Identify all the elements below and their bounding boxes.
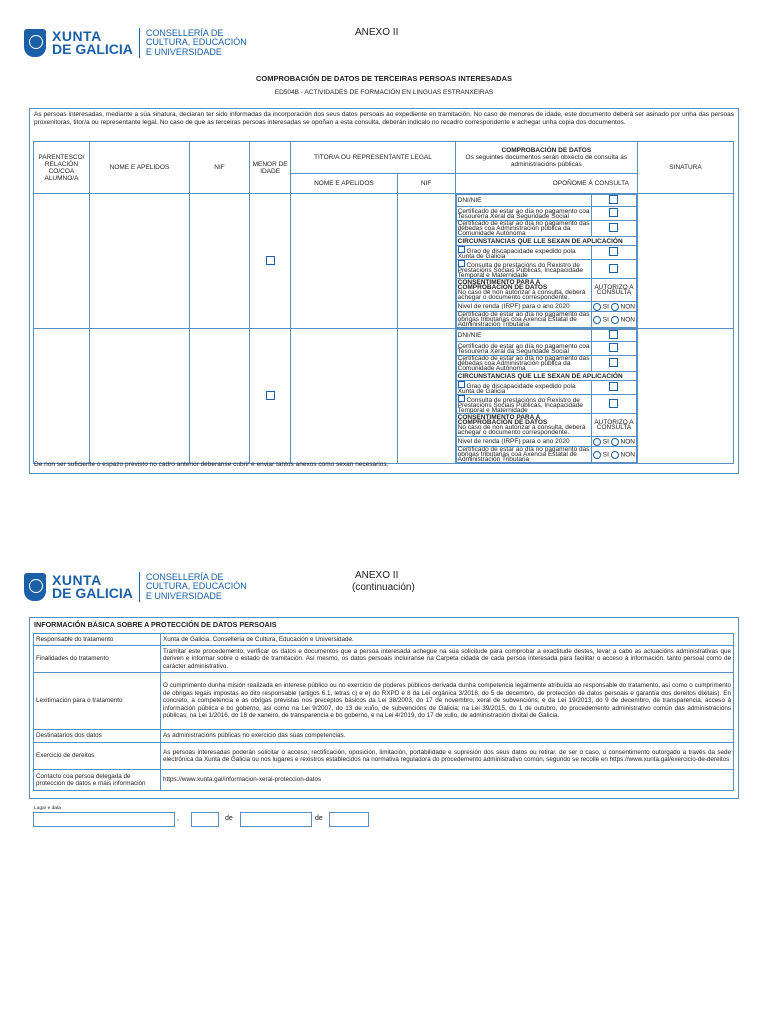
section-title: INFORMACIÓN BÁSICA SOBRE A PROTECCIÓN DE DATOS PERSOAIS: [34, 620, 277, 629]
si-radio[interactable]: [593, 451, 601, 459]
docs-cell-2: [455, 329, 637, 464]
nome-cell-2[interactable]: [89, 329, 189, 464]
table-row: [34, 673, 734, 730]
si-label: SI: [602, 438, 609, 446]
logo-line2: DE GALICIA: [52, 41, 133, 57]
doc-disc: Grao de discapacidade expedido pola Xunta de Galicia: [457, 383, 576, 395]
comma: ,: [177, 815, 179, 822]
form-subtitle: ED504B - ACTIVIDADES DE FORMACIÓN EN LINGUAS ESTRANXEIRAS: [274, 89, 494, 96]
consent-section: [29, 108, 739, 474]
menor-checkbox-1[interactable]: [266, 256, 275, 265]
dp-value: Tramitar este procedemento, verificar os datos e documentos que a persoa interesada achegue na súa solicitude para comprobar a exactitude destes, levar a cabo as actuacións administrativas que deriven e informar sobre o estado de tramitación. Así mesmo, os datos persoais incluiranse na Carpeta cidadá de cada persoa interesada para facilitar o acceso á información, tanto persoal como de carácter administrativo.: [161, 646, 734, 673]
doc-circ: CIRCUNSTANCIAS QUE LLE SEXAN DE APLICACIÓN: [456, 372, 636, 381]
parentesco-cell-1[interactable]: [34, 194, 90, 329]
doc-disc: Grao de discapacidade expedido pola Xunta de Galicia: [457, 248, 576, 260]
lugar-input[interactable]: [33, 812, 175, 827]
non-radio[interactable]: [611, 451, 619, 459]
anexo-title-2: ANEXO II: [355, 570, 399, 581]
non-label: NON: [620, 316, 635, 324]
consellaria-line3: E UNIVERSIDADE: [145, 590, 222, 601]
non-label: NON: [620, 438, 635, 446]
si-radio[interactable]: [593, 438, 601, 446]
autorizo-label: AUTORIZO A CONSULTA: [591, 279, 636, 302]
dp-value: As administracións públicas no exercicio das súas competencias.: [161, 730, 734, 743]
table-row: [34, 646, 734, 673]
col-oponhome: OPOÑOME Á CONSULTA: [455, 174, 637, 194]
sinatura-cell-1[interactable]: [638, 194, 734, 329]
doc-aeat: Certificado de estar ao día no pagamento das obrigas tributarias coa Axencia Estatal de Administración Tributaria: [457, 311, 590, 328]
doc-renda: Nivel de renda (IRPF) para o ano 2020: [456, 302, 591, 312]
col-parentesco: PARENTESCO/ RELACIÓN CO/COA ALUMNO/A: [34, 142, 90, 194]
dp-key: Contacto coa persoa delegada de protección de datos e máis información: [34, 770, 161, 791]
consellaria-line2: CULTURA, EDUCACIÓN: [145, 37, 247, 48]
doc-renda: Nivel de renda (IRPF) para o ano 2020: [456, 437, 591, 447]
galicia-crest-icon: [24, 29, 46, 57]
doc-ss: Certificado de estar ao día no pagamento coa Tesourería Xeral da Seguridade Social: [457, 207, 590, 220]
dp-key: Lexitimación para o tratamento: [34, 673, 161, 730]
consellaria-line1: CONSELLERÍA DE: [145, 571, 224, 582]
si-radio[interactable]: [593, 303, 601, 311]
dp-value: Xunta de Galicia. Consellería de Cultura, Educación e Universidade.: [161, 634, 734, 646]
doc-prest: Consulta de prestacións do Rexistro de Prestacións Sociais Públicas, Incapacidade Temporal e Maternidade: [457, 262, 584, 279]
doc-consent: CONSENTIMENTO PARA A COMPROBACIÓN DE DATOS: [457, 414, 548, 426]
data-protection-table: [33, 633, 734, 791]
doc-ca: Certificado de estar ao día no pagamento das débedas coa Administración pública da Comunidade Autónoma: [457, 355, 590, 372]
dp-key: Destinatarios dos datos: [34, 730, 161, 743]
xunta-logo: [24, 28, 247, 58]
oponhome-checkbox[interactable]: [609, 382, 618, 391]
consellaria-line1: CONSELLERÍA DE: [145, 27, 224, 38]
third-party-table: [33, 141, 734, 464]
oponhome-checkbox[interactable]: [609, 264, 618, 273]
table-row: [34, 770, 734, 791]
doc-dni: DNI/NIE: [456, 195, 591, 207]
parentesco-cell-2[interactable]: [34, 329, 90, 464]
table-row: [34, 730, 734, 743]
dp-value: https://www.xunta.gal/informacion-xeral-proteccion-datos: [161, 770, 734, 791]
month-input[interactable]: [240, 812, 312, 827]
titor-nif-cell-2[interactable]: [397, 329, 455, 464]
col-comprob: COMPROBACIÓN DE DATOS: [501, 147, 592, 154]
footnote: De non ser suficiente o espazo previsto no cadro anterior deberanse cubrir e enviar tantos anexos como sexan necesarios.: [34, 461, 389, 468]
titor-nif-cell-1[interactable]: [397, 194, 455, 329]
doc-circ: CIRCUNSTANCIAS QUE LLE SEXAN DE APLICACIÓN: [456, 237, 636, 246]
intro-text: As persoas interesadas, mediante a súa sinatura, declaran ter sido informadas da incorporación dos seus datos persoais ao expediente en tramitación. No caso de menores de idade, este documento deberá ser asinado por unha das persoas proxenitoras, titor/a ou representante legal. No caso de que as terceiras persoas interesadas se opoñan a esta consulta, deberán indicalo no recadro correspondente e achegar unha copia dos documentos.: [34, 111, 734, 126]
doc-consent: CONSENTIMENTO PARA A COMPROBACIÓN DE DATOS: [457, 279, 548, 291]
logo-line1: XUNTA: [52, 572, 102, 588]
doc-aeat: Certificado de estar ao día no pagamento das obrigas tributarias coa Axencia Estatal de Administración Tributaria: [457, 446, 590, 463]
form-title: COMPROBACIÓN DE DATOS DE TERCEIRAS PERSOAS INTERESADAS: [256, 74, 512, 83]
col-sinatura: SINATURA: [638, 142, 734, 194]
oponhome-checkbox[interactable]: [609, 358, 618, 367]
de-label-1: de: [225, 815, 233, 822]
doc-consent-txt: No caso de non autorizar a consulta, deberá achegar o documento correspondente.: [457, 424, 586, 436]
xunta-logo-2: [24, 572, 247, 602]
logo-line2: DE GALICIA: [52, 585, 133, 601]
doc-ca: Certificado de estar ao día no pagamento das débedas coa Administración pública da Comunidade Autónoma: [457, 220, 590, 237]
logo-line1: XUNTA: [52, 28, 102, 44]
galicia-crest-icon: [24, 573, 46, 601]
data-protection-section: [29, 617, 739, 799]
table-row: [34, 329, 734, 464]
col-comprob-sub: Os seguintes documentos serán obxecto de consulta ás administracións públicas: [465, 154, 628, 168]
titor-nome-cell-1[interactable]: [291, 194, 397, 329]
menor-checkbox-2[interactable]: [266, 391, 275, 400]
oponhome-checkbox[interactable]: [609, 330, 618, 339]
docs-cell-1: [455, 194, 637, 329]
nif-cell-2[interactable]: [190, 329, 250, 464]
de-label-2: de: [315, 815, 323, 822]
doc-prest: Consulta de prestacións do Rexistro de Prestacións Sociais Públicas, Incapacidade Temporal e Maternidade: [457, 397, 584, 414]
oponhome-checkbox[interactable]: [609, 208, 618, 217]
non-label: NON: [620, 451, 635, 459]
year-input[interactable]: [329, 812, 369, 827]
si-radio[interactable]: [593, 316, 601, 324]
oponhome-checkbox[interactable]: [609, 195, 618, 204]
col-nif: NIF: [190, 142, 250, 194]
dp-value: As persoas interesadas poderán solicitar o acceso, rectificación, oposición, limitación, portabilidade e supresión dos seus datos ou retirar, de ser o caso, o consentimento outorgado a través da sede electrónica da Xunta de Galicia ou nos lugares e rexistros establecidos na normativa reguladora do procedemento administrativo común, segundo se recolle en https://www.xunta.gal/exercicio-de-dereitos: [161, 743, 734, 770]
dp-key: Responsable do tratamento: [34, 634, 161, 646]
consellaria-line3: E UNIVERSIDADE: [145, 46, 222, 57]
nome-cell-1[interactable]: [89, 194, 189, 329]
si-label: SI: [602, 316, 609, 324]
si-label: SI: [602, 303, 609, 311]
nif-cell-1[interactable]: [190, 194, 250, 329]
doc-ss: Certificado de estar ao día no pagamento coa Tesourería Xeral da Seguridade Social: [457, 342, 590, 355]
circ-checkbox[interactable]: [458, 246, 465, 253]
dp-value: O cumprimento dunha misión realizada en interese público ou no exercicio de poderes públicos derivada dunha competencia legalmente atribuída ao responsable do tratamento, así como o cumprimento de obrigas legais impostas ao dito responsable (artigos 6.1, letras c) e e) do RXPD e 8 da Lei orgánica 3/2018, do 5 de decembro, de protección de datos persoais e garantía dos dereitos dixitais). En concreto, a competencia e as obrigas previstas nos preceptos básicos da Lei 38/2003, do 17 de novembro, xeral de subvencións; e da Lei 19/2013, do 9 de decembro, de transparencia, acceso á información pública e bo goberno, así como na Lei 9/2007, do 13 de xuño, de subvencións de Galicia; na Lei 39/2015, do 1 de outubro, do procedemento administrativo común das administracións públicas; na Lei 1/2016, do 18 de xaneiro, de transparencia e bo goberno, e na Lei 4/2019, do 17 de xullo, de administración dixital de Galicia.: [161, 673, 734, 730]
non-radio[interactable]: [611, 438, 619, 446]
autorizo-label: AUTORIZO A CONSULTA: [591, 414, 636, 437]
col-nome: NOME E APELIDOS: [89, 142, 189, 194]
table-row: [34, 634, 734, 646]
col-titor: TITOR/A OU REPRESENTANTE LEGAL: [291, 142, 455, 174]
non-radio[interactable]: [611, 303, 619, 311]
col-titor-nome: NOME E APELIDOS: [291, 174, 397, 194]
oponhome-checkbox[interactable]: [609, 223, 618, 232]
non-label: NON: [620, 303, 635, 311]
col-titor-nif: NIF: [397, 174, 455, 194]
doc-dni: DNI/NIE: [456, 330, 591, 342]
circ-checkbox[interactable]: [458, 381, 465, 388]
oponhome-checkbox[interactable]: [609, 247, 618, 256]
consellaria-line2: CULTURA, EDUCACIÓN: [145, 581, 247, 592]
table-row: [34, 743, 734, 770]
dp-key: Exercicio de dereitos: [34, 743, 161, 770]
anexo-continuacion: (continuación): [352, 582, 415, 593]
si-label: SI: [602, 451, 609, 459]
oponhome-checkbox[interactable]: [609, 343, 618, 352]
col-menor: MENOR DE IDADE: [250, 142, 291, 194]
circ-checkbox[interactable]: [458, 260, 465, 267]
oponhome-checkbox[interactable]: [609, 399, 618, 408]
non-radio[interactable]: [611, 316, 619, 324]
doc-consent-txt: No caso de non autorizar a consulta, deberá achegar o documento correspondente.: [457, 289, 586, 301]
day-input[interactable]: [191, 812, 219, 827]
anexo-title: ANEXO II: [355, 27, 399, 38]
circ-checkbox[interactable]: [458, 395, 465, 402]
sinatura-cell-2[interactable]: [638, 329, 734, 464]
dp-key: Finalidades do tratamento: [34, 646, 161, 673]
lugar-label: Lugar e data: [34, 806, 61, 811]
table-row: [34, 194, 734, 329]
titor-nome-cell-2[interactable]: [291, 329, 397, 464]
